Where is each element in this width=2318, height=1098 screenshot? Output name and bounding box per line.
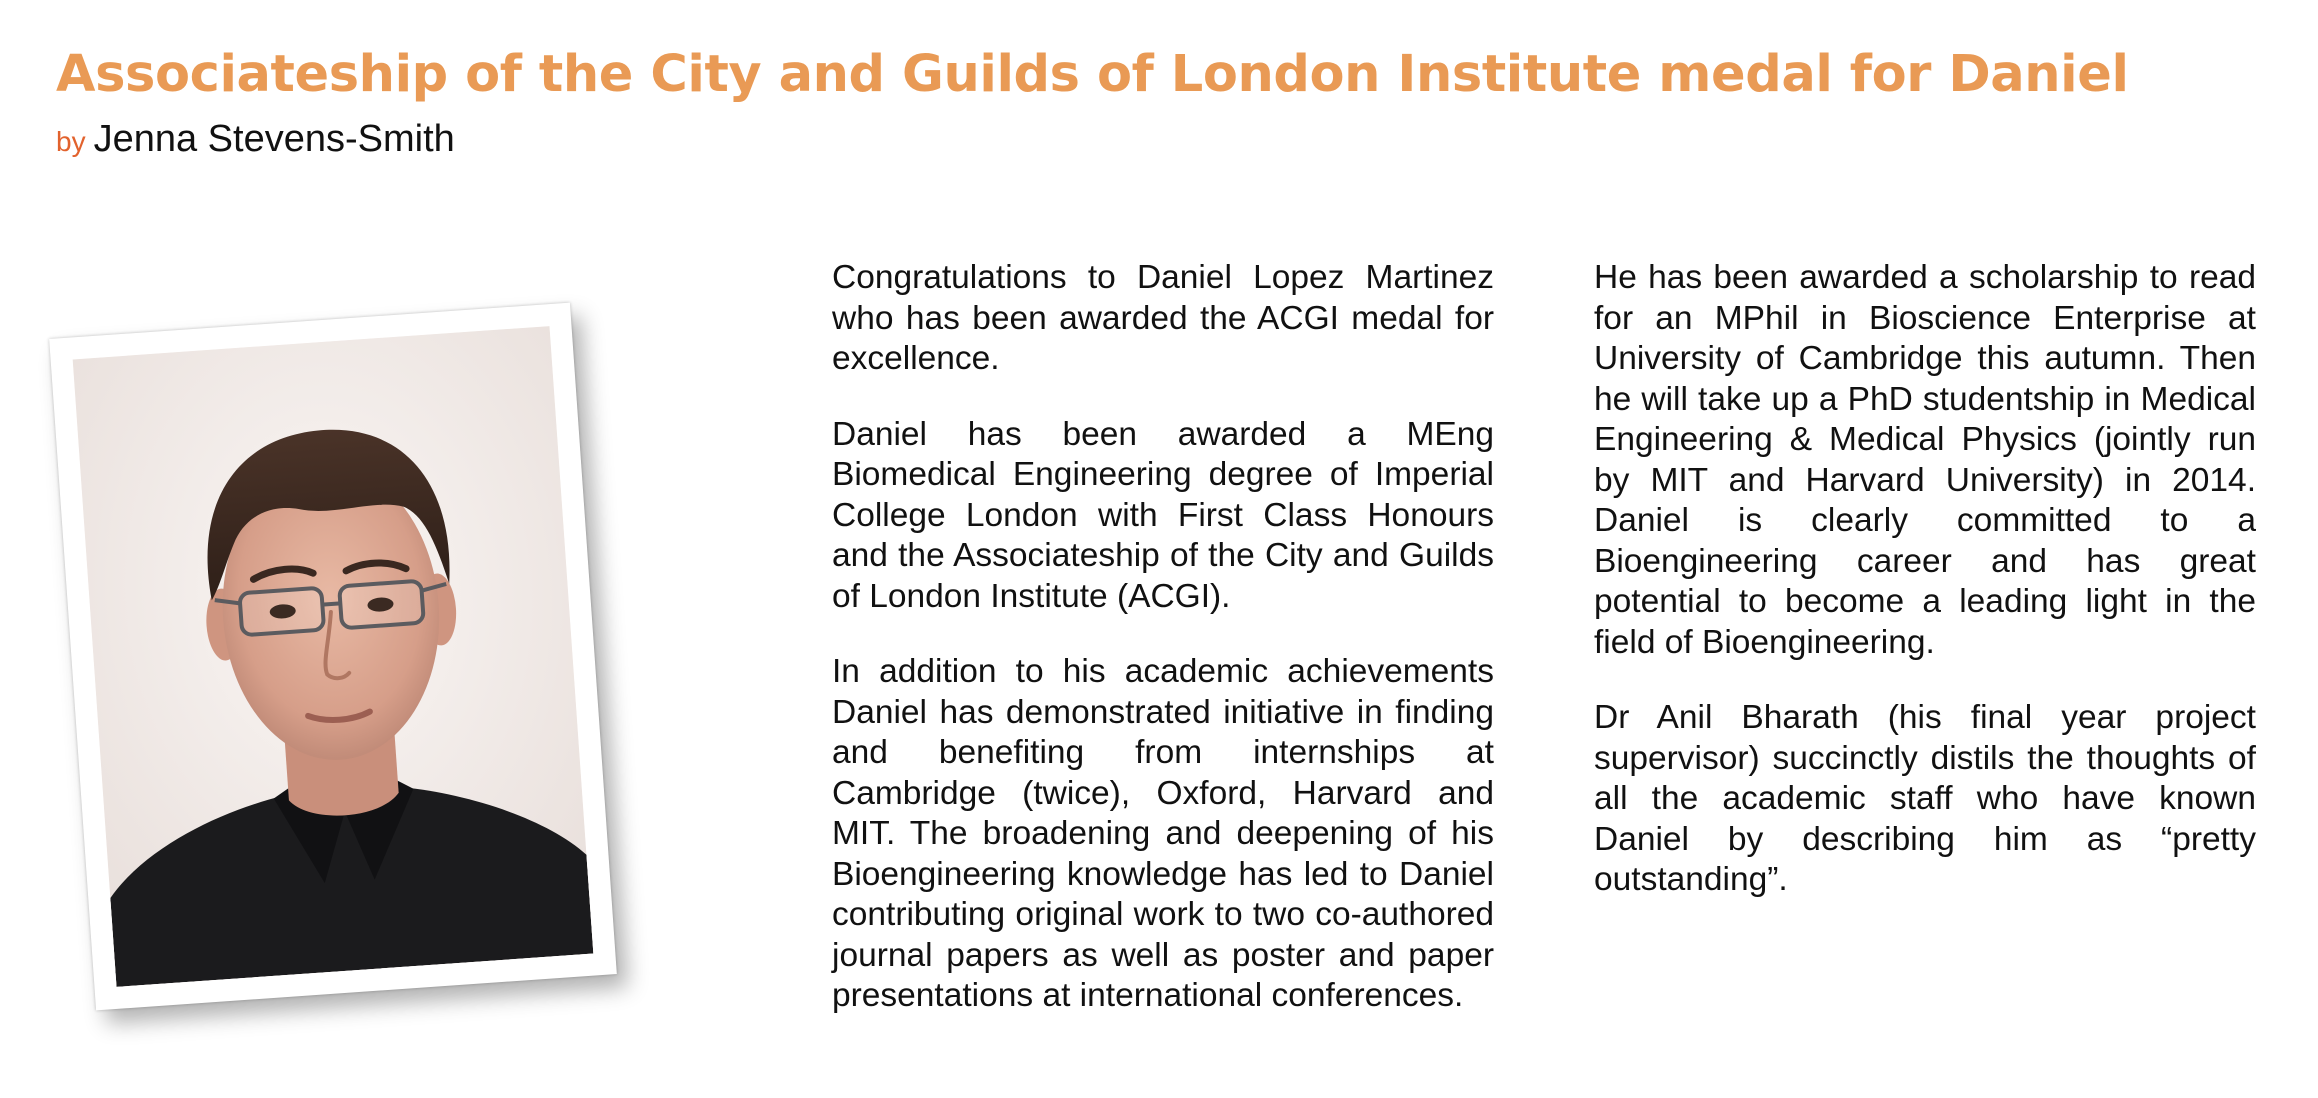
- article-column-left: [832, 258, 1494, 1052]
- author-name: Jenna Stevens-Smith: [93, 118, 455, 160]
- paragraph: He has been awarded a scholarship to read for an MPhil in Bioscience Enterprise at University of Cambridge this autumn. Then he will take up a PhD studentship in Medical Engineering & Medical Physics (jointly run by MIT and Harvard University) in 2014. Daniel is clearly committed to a Bioengineering career and has great potential to become a leading light in the field of Bioengineering.: [1594, 259, 2256, 661]
- paragraph: In addition to his academic achievements Daniel has demonstrated initiative in finding and benefiting from internships at Cambridge (twice), Oxford, Harvard and MIT. The broadening and deepening of his Bioengineering knowledge has led to Daniel contributing original work to two co-authored journal papers as well as poster and paper presentations at international conferences.: [832, 653, 1494, 1014]
- byline: [56, 118, 455, 161]
- portrait-photo-frame: [49, 303, 617, 1011]
- portrait-photo: [73, 326, 594, 987]
- paragraph: Dr Anil Bharath (his final year project supervisor) succinctly distils the thoughts of all the academic staff who have known Daniel by describing him as “pretty outstanding”.: [1594, 699, 2256, 898]
- paragraph: Daniel has been awarded a MEng Biomedical Engineering degree of Imperial College London with First Class Honours and the Associateship of the City and Guilds of London Institute (ACGI).: [832, 415, 1494, 615]
- byline-prefix: by: [56, 126, 86, 157]
- article-title: Associateship of the City and Guilds of London Institute medal for Daniel: [56, 45, 2129, 104]
- paragraph: Congratulations to Daniel Lopez Martinez who has been awarded the ACGI medal for excellence.: [832, 259, 1494, 377]
- article-column-right: [1594, 258, 2256, 936]
